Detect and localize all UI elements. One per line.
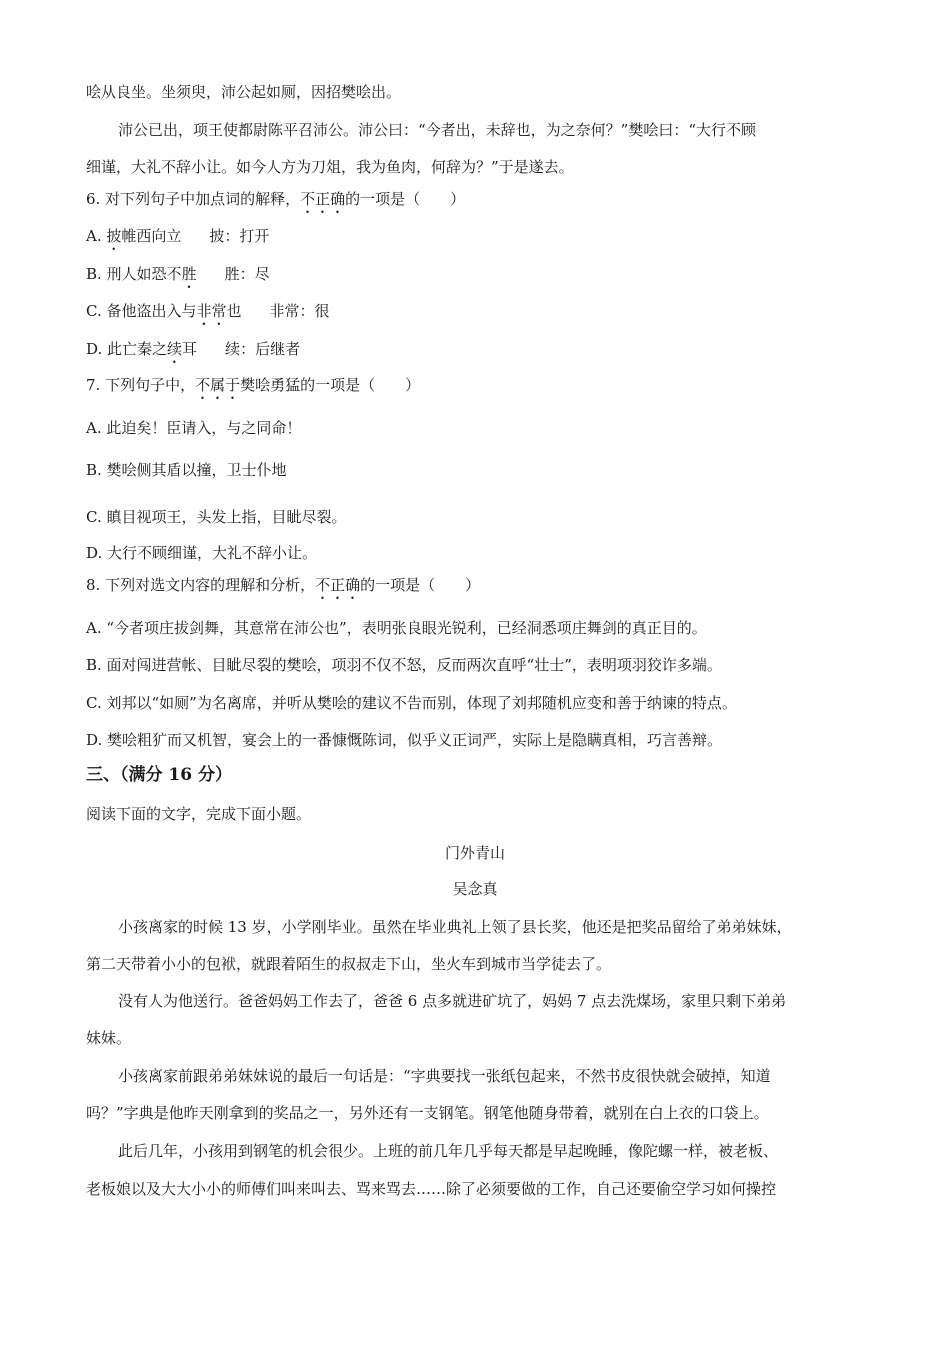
article-line: 老板娘以及大大小小的师傅们叫来叫去、骂来骂去……除了必须要做的工作，自己还要偷空学习如何操控 bbox=[86, 1180, 777, 1198]
passage-line: 沛公已出，项王使都尉陈平召沛公。沛公曰：“今者出，未辞也，为之奈何？”樊哙曰：“大行不顾 bbox=[118, 121, 757, 139]
q6-option-c: C. 备他盗出入与非常也 非常：很 bbox=[86, 302, 330, 320]
question-6-stem: 6. 对下列句子中加点词的解释，不正确的一项是（ ） bbox=[86, 190, 466, 208]
q8-option-c: C. 刘邦以“如厕”为名离席，并听从樊哙的建议不告而别，体现了刘邦随机应变和善于纳谏的特点。 bbox=[86, 694, 737, 712]
section-instruction: 阅读下面的文字，完成下面小题。 bbox=[86, 805, 312, 823]
q7-option-b: B. 樊哙侧其盾以撞，卫士仆地 bbox=[86, 461, 287, 479]
q6-option-b: B. 刑人如恐不胜 胜：尽 bbox=[86, 265, 270, 283]
emphasis-dots: 不正确 bbox=[300, 190, 346, 208]
question-7-stem: 7. 下列句子中，不属于樊哙勇猛的一项是（ ） bbox=[86, 376, 421, 394]
q8-option-a: A. “今者项庄拔剑舞，其意常在沛公也”，表明张良眼光锐利，已经洞悉项庄舞剑的真正目的。 bbox=[86, 619, 707, 637]
q7-option-a: A. 此迫矣！臣请入，与之同命！ bbox=[86, 419, 302, 437]
emphasis-dots: 不属于 bbox=[195, 376, 241, 394]
passage-line: 哙从良坐。坐须臾，沛公起如厕，因招樊哙出。 bbox=[86, 83, 402, 101]
article-line: 第二天带着小小的包袱，就跟着陌生的叔叔走下山，坐火车到城市当学徒去了。 bbox=[86, 955, 612, 973]
q7-option-c: C. 瞋目视项王，头发上指，目眦尽裂。 bbox=[86, 508, 347, 526]
section-heading: 三、（满分 16 分） bbox=[86, 765, 232, 785]
q8-option-b: B. 面对闯进营帐、目眦尽裂的樊哙，项羽不仅不怒，反而两次直呼“壮士”，表明项羽狡诈多端。 bbox=[86, 656, 722, 674]
q6-option-a: A. 披帷西向立 披：打开 bbox=[86, 227, 270, 245]
q6-option-d: D. 此亡秦之续耳 续：后继者 bbox=[86, 340, 301, 358]
article-line: 此后几年，小孩用到钢笔的机会很少。上班的前几年几乎每天都是早起晚睡，像陀螺一样，被老板、 bbox=[118, 1142, 779, 1160]
article-line: 吗？”字典是他昨天刚拿到的奖品之一，另外还有一支钢笔。钢笔他随身带着，就别在白上衣的口袋上。 bbox=[86, 1104, 769, 1122]
article-line: 小孩离家前跟弟弟妹妹说的最后一句话是：“字典要找一张纸包起来，不然书皮很快就会破掉，知道 bbox=[118, 1067, 771, 1085]
article-title: 门外青山 bbox=[444, 844, 505, 862]
article-line: 没有人为他送行。爸爸妈妈工作去了，爸爸 6 点多就进矿坑了，妈妈 7 点去洗煤场，家里只剩下弟弟 bbox=[118, 992, 787, 1010]
passage-line: 细谨，大礼不辞小让。如今人方为刀俎，我为鱼肉，何辞为？”于是遂去。 bbox=[86, 158, 574, 176]
article-line: 妹妹。 bbox=[86, 1029, 132, 1047]
q8-option-d: D. 樊哙粗犷而又机智，宴会上的一番慷慨陈词，似乎义正词严，实际上是隐瞒真相，巧言善辩。 bbox=[86, 731, 723, 749]
article-line: 小孩离家的时候 13 岁，小学刚毕业。虽然在毕业典礼上领了县长奖，他还是把奖品留给了弟弟妹妹， bbox=[118, 918, 792, 936]
q7-option-d: D. 大行不顾细谨，大礼不辞小让。 bbox=[86, 544, 318, 562]
article-author: 吴念真 bbox=[452, 880, 498, 898]
question-8-stem: 8. 下列对选文内容的理解和分析，不正确的一项是（ ） bbox=[86, 576, 481, 594]
emphasis-dots: 不正确 bbox=[315, 576, 361, 594]
